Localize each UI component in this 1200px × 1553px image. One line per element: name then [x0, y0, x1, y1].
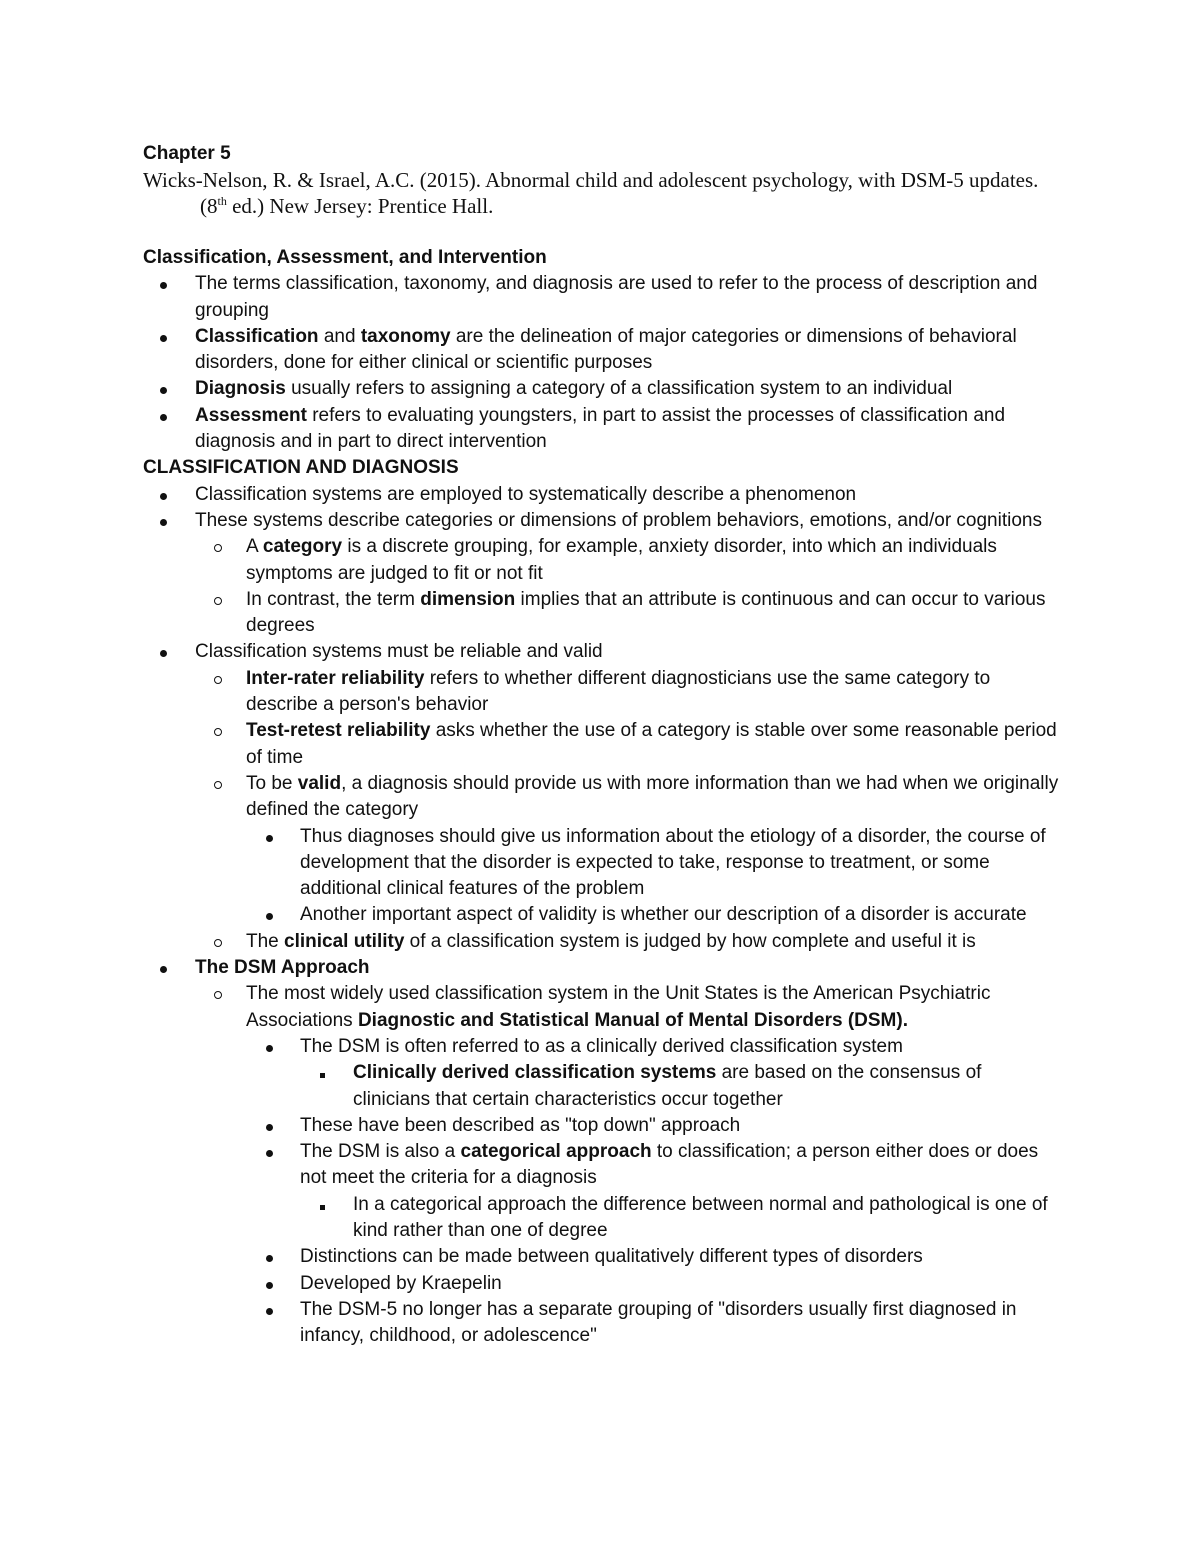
list-item-text: Classification systems are employed to systematically describe a phenomenon: [195, 483, 857, 505]
list-item: [143, 587, 1063, 640]
circle-bullet-icon: [212, 981, 224, 1007]
citation-end: ed.) New Jersey: Prentice Hall.: [226, 194, 494, 218]
list-item: [143, 1244, 1063, 1270]
bullet-icon: [263, 1113, 275, 1139]
bullet-icon: [157, 271, 169, 297]
list-item-text: Another important aspect of validity is whether our description of a disorder is accurate: [300, 904, 1027, 926]
list-item: [143, 1034, 1063, 1060]
bullet-icon: [263, 1244, 275, 1270]
bullet-icon: [263, 824, 275, 850]
bullet-icon: [263, 1271, 275, 1297]
list-item-text: The DSM is also a: [300, 1141, 461, 1163]
section-heading-classification-assessment: Classification, Assessment, and Intervention: [143, 247, 547, 268]
list-item: [143, 1060, 1063, 1113]
list-item-text: refers to evaluating youngsters, in part to assist the processes of classification and diagnosis and in part to direct intervention: [195, 404, 1006, 453]
term-clinically-derived: Clinically derived classification systems: [353, 1062, 717, 1084]
term-classification: Classification: [195, 325, 319, 347]
bullet-icon: [263, 1297, 275, 1323]
list-item-text: These systems describe categories or dimensions of problem behaviors, emotions, and/or cognitions: [195, 509, 1042, 531]
term-categorical-approach: categorical approach: [460, 1141, 652, 1163]
square-bullet-icon: [316, 1060, 328, 1086]
term-valid: valid: [297, 772, 342, 794]
list-item-text: is a discrete grouping, for example, anxiety disorder, into which an individuals symptoms are judged to fit or not fit: [246, 536, 997, 584]
list-item-text: The: [246, 930, 285, 952]
citation-main: Wicks-Nelson, R. & Israel, A.C. (2015). Abnormal child and adolescent psychology, with DSM-5 updates. (8: [143, 168, 1039, 218]
list-item: [143, 824, 1063, 903]
term-dsm: Diagnostic and Statistical Manual of Mental Disorders (DSM).: [357, 1009, 908, 1031]
citation: [143, 167, 1063, 219]
term-dimension: dimension: [420, 588, 516, 610]
term-clinical-utility: clinical utility: [284, 930, 405, 952]
list-item: [143, 508, 1063, 534]
chapter-title: Chapter 5: [143, 143, 231, 164]
list-item-text: and: [318, 325, 361, 347]
list-item-text: The most widely used classification system in the Unit States is the American Psychiatric Associations: [246, 983, 991, 1031]
list-item-text: In contrast, the term: [246, 588, 421, 610]
list-item: [143, 929, 1063, 955]
list-item-text: are the delineation of major categories or dimensions of behavioral disorders, done for either clinical or scientific purposes: [195, 325, 1017, 374]
term-taxonomy: taxonomy: [360, 325, 451, 347]
list-item: [143, 981, 1063, 1034]
list-item: [143, 1113, 1063, 1139]
list-item: [143, 955, 1063, 981]
list-item: [143, 403, 1063, 456]
list-item-text: refers to whether different diagnosticians use the same category to describe a person's behavior: [246, 667, 991, 716]
bullet-icon: [263, 1139, 275, 1165]
bullet-icon: [157, 376, 169, 402]
list-item: [143, 666, 1063, 719]
bullet-icon: [157, 324, 169, 350]
bullet-icon: [263, 1034, 275, 1060]
term-diagnosis: Diagnosis: [195, 378, 286, 400]
section2-list: [143, 482, 1063, 1350]
term-category: category: [262, 536, 343, 558]
circle-bullet-icon: [212, 929, 224, 955]
list-item-text: Distinctions can be made between qualitatively different types of disorders: [300, 1246, 923, 1268]
citation-superscript: th: [217, 194, 227, 208]
list-item: [143, 1192, 1063, 1245]
square-bullet-icon: [316, 1192, 328, 1218]
list-item: [143, 1271, 1063, 1297]
list-item-text: to classification; a person either does or does not meet the criteria for a diagnosis: [300, 1141, 1039, 1189]
term-test-retest-reliability: Test-retest reliability: [246, 720, 431, 742]
list-item: [143, 639, 1063, 665]
list-item: [143, 718, 1063, 771]
list-item-text: A: [246, 536, 263, 558]
circle-bullet-icon: [212, 587, 224, 613]
list-item-text: Developed by Kraepelin: [300, 1272, 502, 1294]
list-item-text: implies that an attribute is continuous and can occur to various degrees: [246, 588, 1046, 637]
list-item-text: The DSM-5 no longer has a separate grouping of "disorders usually first diagnosed in infancy, childhood, or adolescence": [300, 1298, 1017, 1347]
term-inter-rater-reliability: Inter-rater reliability: [246, 667, 425, 689]
list-item: [143, 482, 1063, 508]
bullet-icon: [157, 508, 169, 534]
list-item-text: of a classification system is judged by how complete and useful it is: [404, 930, 976, 952]
list-item-text: asks whether the use of a category is stable over some reasonable period of time: [246, 720, 1057, 768]
bullet-icon: [157, 955, 169, 981]
list-item: [143, 1297, 1063, 1350]
dsm-approach-heading: The DSM Approach: [195, 957, 370, 979]
list-item-text: To be: [246, 772, 298, 794]
list-item-text: are based on the consensus of clinicians that certain characteristics occur together: [353, 1062, 982, 1110]
list-item-text: The DSM is often referred to as a clinically derived classification system: [300, 1035, 903, 1057]
section1-list: [143, 271, 1063, 455]
list-item-text: , a diagnosis should provide us with more information than we had when we originally defined the category: [246, 772, 1059, 821]
list-item-text: The terms classification, taxonomy, and diagnosis are used to refer to the process of description and grouping: [195, 273, 1038, 321]
list-item: [143, 271, 1063, 324]
bullet-icon: [157, 403, 169, 429]
list-item: [143, 1139, 1063, 1192]
list-item: [143, 771, 1063, 824]
document-page: [143, 140, 1063, 1349]
list-item: [143, 902, 1063, 928]
list-item-text: usually refers to assigning a category of a classification system to an individual: [285, 378, 953, 400]
term-assessment: Assessment: [195, 404, 307, 426]
list-item: [143, 376, 1063, 402]
list-item-text: Thus diagnoses should give us information about the etiology of a disorder, the course of development that the disorder is expected to take, response to treatment, or some additional clinical features of the problem: [300, 825, 1046, 900]
list-item-text: These have been described as "top down" approach: [300, 1114, 741, 1136]
circle-bullet-icon: [212, 718, 224, 744]
list-item-text: Classification systems must be reliable and valid: [195, 641, 603, 663]
list-item-text: In a categorical approach the difference between normal and pathological is one of kind rather than one of degree: [353, 1193, 1048, 1241]
bullet-icon: [157, 482, 169, 508]
circle-bullet-icon: [212, 666, 224, 692]
bullet-icon: [263, 902, 275, 928]
circle-bullet-icon: [212, 771, 224, 797]
list-item: [143, 324, 1063, 377]
list-item: [143, 534, 1063, 587]
section-heading-classification-diagnosis: CLASSIFICATION AND DIAGNOSIS: [143, 457, 459, 479]
circle-bullet-icon: [212, 534, 224, 560]
bullet-icon: [157, 639, 169, 665]
